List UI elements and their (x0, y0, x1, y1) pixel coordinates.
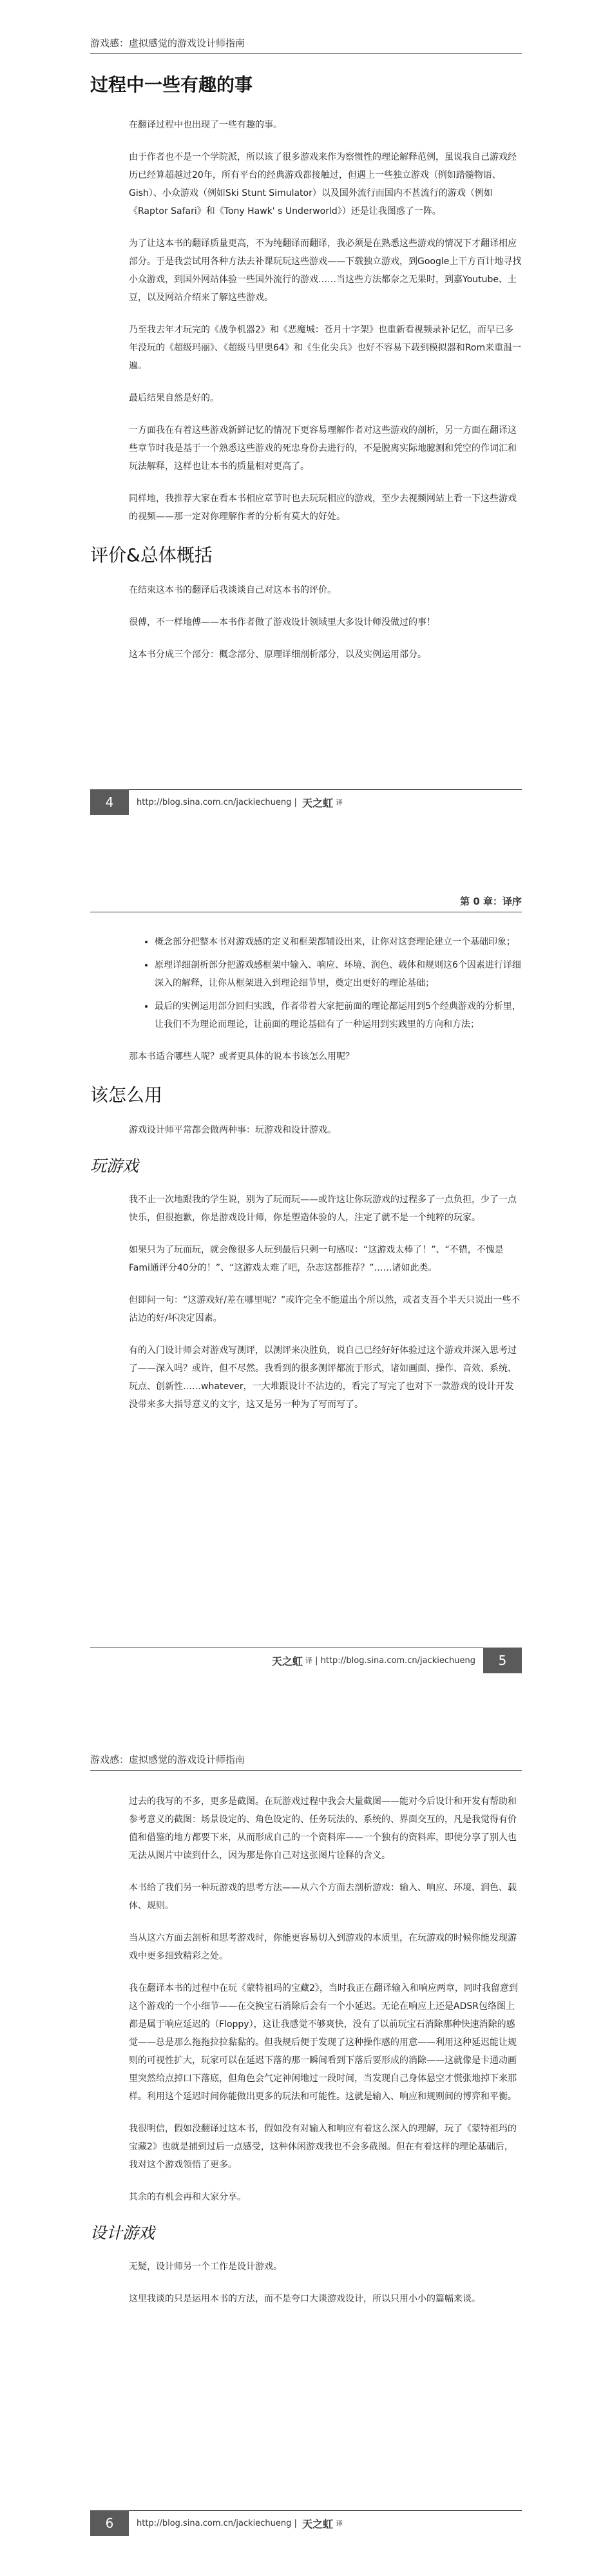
paragraph: 我在翻译本书的过程中在玩《蒙特祖玛的宝藏2》，当时我正在翻译输入和响应两章，同时我留意到这个游戏的一个小细节——在交换宝石消除后会有一个小延迟。无论在响应上还是ADSR包络图上都是属于响应延迟的（Floppy），这让我感觉不够爽快，没有了以前玩宝石消除那种快速消除的感觉——总是那么拖拖拉拉黏黏的。但我规后便于发现了这种操作感的用意——利用这种延迟能让规则的可视性扩大，玩家可以在延迟下落的那一瞬间看到下落后要形成的消除——这就像是卡通动画里突然给点掉口下落底，但角色会气定神闲地过一段时间，当发现自己身体悬空才慌张地掉下来那样。利用这个延迟时间你能做出更多的玩法和可能性。这就是输入、响应和规则间的博弈和平衡。 (129, 1983, 518, 2102)
paragraph: 我很明信，假如没翻译过这本书，假如没有对输入和响应有着这么深入的理解，玩了《蒙特祖玛的宝藏2》也就是捕到过后一点感受，这种休闲游戏我也不会多截图。但在有着这样的理论基础后，我对这个游戏领悟了更多。 (129, 2124, 517, 2170)
paragraph: 同样地，我推荐大家在看本书相应章节时也去玩玩相应的游戏，至少去视频网站上看一下这些游戏的视频——那一定对你理解作者的分析有莫大的好处。 (129, 494, 517, 522)
paragraph: 有的入门设计师会对游戏写测评，以测评来决胜负，说自己已经好好体验过这个游戏并深入思考过了——深入吗？或许，但不尽然。我看到的很多测评都流于形式，诸如画面、操作、音效、系统、玩点、创新性……whatever，一大堆跟设计不沾边的，看完了写完了也对下一款游戏的设计开发没带来多大指导意义的文字，这又是另一种为了写而写了。 (129, 1345, 517, 1410)
paragraph: 这本书分成三个部分：概念部分、原理详细剖析部分，以及实例运用部分。 (129, 649, 426, 660)
subsection-title: 玩游戏 (90, 1157, 139, 1175)
list-item: • 原理详细剖析部分把游戏感框架中输入、响应、环境、润色、载体和规则这6个因素进行详细深入的解释，让你从框架进入到理论细节里，奠定出更好的理论基础； (155, 956, 522, 992)
footer-author: 天之虹 (271, 1655, 303, 1668)
page-4 (0, 0, 612, 858)
page-footer (90, 1648, 522, 1673)
section-title: 评价&总体概括 (90, 544, 213, 566)
paragraph: 由于作者也不是一个学院派，所以该了很多游戏来作为察惯性的理论解释范例，虽说我自己游戏经历已经算超越过20年，所有平台的经典游戏都接触过，但遇上一些独立游戏（例如踏髓物语、Gish）、小众游戏（例如Ski Stunt Simulator）以及国外流行而国内不甚流行的游戏（例如《Raptor Safari》和《Tony Hawk' s Underworld》）还是让我图惑了一阵。 (129, 152, 517, 216)
list-item: • 最后的实例运用部分回归实践，作者带着大家把前面的理论都运用到5个经典游戏的分析里，让我们不为理论而理论，让前面的理论基础有了一种运用到实践里的方向和方法； (155, 997, 522, 1033)
paragraph: 当从这六方面去剖析和思考游戏时，你能更容易切入到游戏的本质里，在玩游戏的时候你能发现游戏中更多细致精彩之处。 (129, 1933, 517, 1961)
page-content (90, 1793, 522, 2322)
running-head: 第 0 章：译序 (90, 894, 522, 912)
paragraph: 最后结果自然是好的。 (129, 393, 219, 403)
paragraph: 本书给了我们另一种玩游戏的思考方法——从六个方面去剖析游戏：输入、响应、环境、润色、载体、规则。 (129, 1883, 517, 1911)
paragraph: 其余的有机会再和大家分享。 (129, 2192, 246, 2202)
footer-separator: | (291, 2518, 300, 2528)
section-title: 过程中一些有趣的事 (90, 74, 253, 95)
footer-author: 天之虹 (302, 796, 334, 809)
footer-separator: | (312, 1655, 321, 1666)
footer-author: 天之虹 (302, 2517, 334, 2530)
paragraph: 那本书适合哪些人呢？或者更具体的说本书该怎么用呢？ (129, 1052, 354, 1062)
footer-url[interactable]: http://blog.sina.com.cn/jackiechueng (137, 797, 292, 807)
paragraph: 乃至我去年才玩完的《战争机器2》和《恶魔城：苍月十字架》也重新看视频录补记忆，而早已多年没玩的《超级玛丽》、《超级马里奥64》和《生化尖兵》也好不容易下载到模拟器和Rom来重温一遍。 (129, 325, 522, 371)
section-title: 该怎么用 (90, 1084, 163, 1106)
footer-rule (129, 2510, 522, 2511)
page-footer (90, 789, 522, 815)
page-number: 4 (90, 789, 129, 815)
paragraph: 这里我谈的只是运用本书的方法，而不是夸口大谈游戏设计，所以只用小小的篇幅来谈。 (129, 2294, 481, 2304)
running-head: 游戏感：虚拟感觉的游戏设计师指南 (90, 1753, 522, 1771)
page-number: 5 (483, 1648, 522, 1673)
subsection-title: 设计游戏 (90, 2224, 155, 2242)
footer-tag: 译 (336, 798, 343, 807)
footer-tag: 译 (336, 2519, 343, 2528)
paragraph: 如果只为了玩而玩，就会像很多人玩到最后只剩一句感叹：“这游戏太棒了！”、“不错，不愧是Fami通评分40分的！”、“这游戏太难了吧，杂志这都推荐？”……诸如此类。 (129, 1245, 504, 1273)
paragraph: 但即问一句：“这游戏好/差在哪里呢？”或许完全不能道出个所以然，或者支吾个半天只说出一些不沾边的好/坏决定因素。 (129, 1295, 521, 1323)
paragraph: 无疑，设计师另一个工作是设计游戏。 (129, 2262, 282, 2272)
paragraph: 在结束这本书的翻译后我谈谈自己对这本书的评价。 (129, 585, 336, 595)
page-footer (90, 2510, 522, 2536)
footer-tag: 译 (305, 1657, 312, 1665)
page-number: 6 (90, 2510, 129, 2536)
page-content (90, 64, 522, 678)
paragraph: 我不止一次地跟我的学生说，别为了玩而玩——或许这让你玩游戏的过程多了一点负担，少了一点快乐，但很抱歉，你是游戏设计师，你是塑造体验的人，注定了就不是一个纯粹的玩家。 (129, 1195, 517, 1223)
paragraph: 过去的我写的不多，更多是截图。在玩游戏过程中我会大量截图——能对今后设计和开发有帮助和参考意义的截图：场景设定的、角色设定的、任务玩法的、系统的、界面交互的，凡是我觉得有价值和借鉴的地方都要下来，从而形成自己的一个资料库——一个独有的资料库，即使分享了别人也无法从图片中读到什么，因为那是你自己对这张图片诠释的含义。 (129, 1796, 517, 1861)
running-head: 游戏感：虚拟感觉的游戏设计师指南 (90, 36, 522, 54)
bullet-list (90, 933, 522, 1033)
footer-url[interactable]: http://blog.sina.com.cn/jackiechueng (137, 2518, 292, 2528)
footer-separator: | (291, 797, 300, 807)
paragraph: 一方面我在有着这些游戏新鲜记忆的情况下更容易理解作者对这些游戏的剖析，另一方面在翻译这些章节时我是基于一个熟悉这些游戏的死忠身份去进行的，不是脱离实际地臆测和凭空的作词汇和玩法解释，这样也让本书的质量相对更高了。 (129, 425, 517, 472)
paragraph: 游戏设计师平常都会做两种事：玩游戏和设计游戏。 (129, 1125, 336, 1135)
footer-rule (129, 789, 522, 790)
paragraph: 在翻译过程中也出现了一些有趣的事。 (129, 120, 282, 130)
paragraph: 很傅，不一样地傅——本书作者做了游戏设计领域里大多设计师没做过的事！ (129, 617, 435, 628)
page-5 (0, 858, 612, 1716)
footer-url[interactable]: http://blog.sina.com.cn/jackiechueng (320, 1655, 475, 1666)
page-6 (0, 1716, 612, 2576)
paragraph: 为了让这本书的翻译质量更高，不为纯翻译而翻译，我必须是在熟悉这些游戏的情况下才翻译相应部分。于是我尝试用各种方法去补课玩玩这些游戏——下载独立游戏，到Google上干方百计地寻找小众游戏，到国外网站体验一些国外流行的游戏……当这些方法都奈之无果时，到嘉Youtube、土豆，以及网站介绍来了解这些游戏。 (129, 238, 522, 303)
list-item: • 概念部分把整本书对游戏感的定义和框架都辅设出来，让你对这套理论建立一个基础印象； (155, 933, 522, 951)
page-content (90, 933, 522, 1428)
